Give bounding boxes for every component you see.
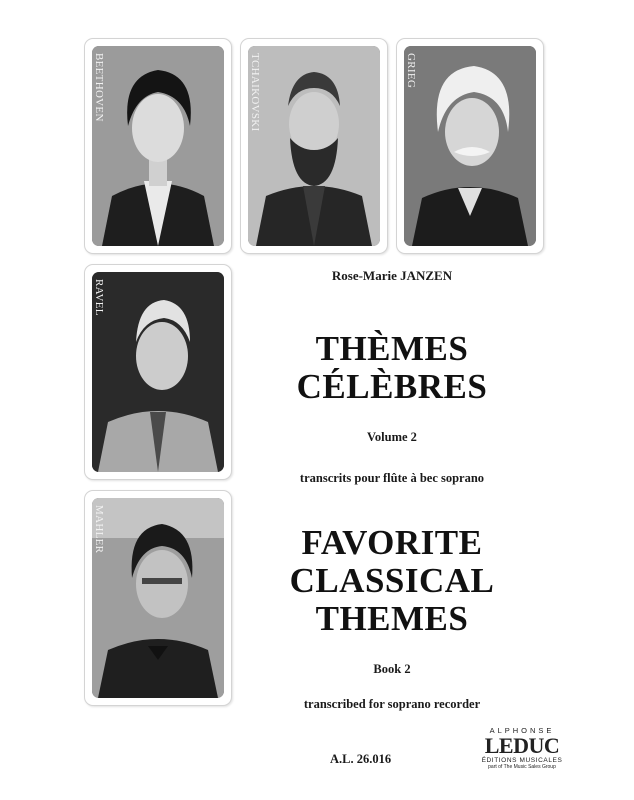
title-line: CLASSICAL — [289, 561, 495, 600]
composer-card-tchaikovski — [240, 38, 388, 254]
subtitle-english: transcribed for soprano recorder — [303, 697, 481, 711]
title-english — [247, 524, 537, 638]
composer-name: GRIEG — [405, 53, 417, 89]
composer-card-beethoven — [84, 38, 232, 254]
publisher-logo — [466, 726, 578, 770]
portrait-grieg — [404, 46, 536, 246]
composer-name: TCHAIKOVSKI — [249, 53, 261, 132]
portrait-ravel — [92, 272, 224, 472]
title-french — [247, 330, 537, 406]
portrait-tchaikovski — [248, 46, 380, 246]
title-line: CÉLÈBRES — [296, 367, 488, 406]
composer-card-mahler — [84, 490, 232, 706]
catalog-number: A.L. 26.016 — [330, 752, 392, 766]
composer-card-ravel — [84, 264, 232, 480]
publisher-top-text: ALPHONSE — [489, 726, 555, 735]
publisher-group: part of The Music Sales Group — [488, 764, 556, 770]
volume-label: Volume 2 — [367, 430, 417, 444]
author-name: Rose-Marie JANZEN — [331, 268, 453, 283]
book-label: Book 2 — [373, 662, 411, 676]
title-line: FAVORITE — [301, 523, 483, 562]
composer-name: BEETHOVEN — [93, 53, 105, 122]
composer-card-grieg — [396, 38, 544, 254]
portrait-beethoven — [92, 46, 224, 246]
composer-name: RAVEL — [93, 279, 105, 316]
title-line: THÈMES — [315, 329, 469, 368]
title-line: THEMES — [315, 599, 469, 638]
portrait-mahler — [92, 498, 224, 698]
composer-name: MAHLER — [93, 505, 105, 554]
publisher-subtitle: ÉDITIONS MUSICALES — [481, 757, 563, 764]
publisher-name: LEDUC — [484, 733, 560, 758]
subtitle-french: transcrits pour flûte à bec soprano — [299, 471, 485, 485]
